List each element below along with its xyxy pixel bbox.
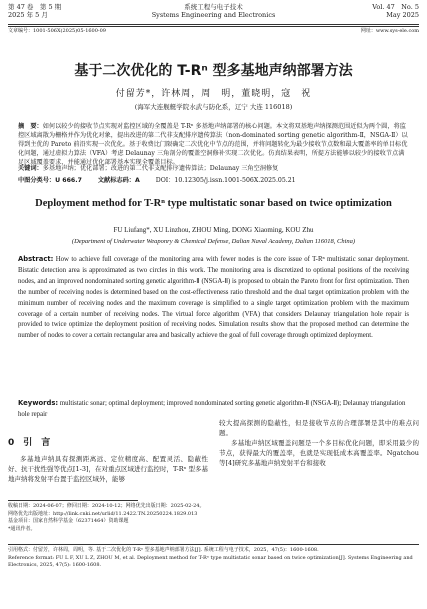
running-header (8, 3, 419, 25)
header-rule (8, 24, 419, 25)
authors-english: FU Liufang*, XU Linzhou, ZHOU Ming, DONG Xiaoming, KOU Zhu (113, 226, 314, 234)
intro-paragraph-2: 多基地声纳区域覆盖问题是一个多目标优化问题，即采用最少的节点，获得最大的覆盖率，也就是实现低成本高覆盖率。Ngatchou 等[4]研究多基地声纳发射平台和接收 (219, 439, 419, 467)
journal-name-cn: 系统工程与电子技术 (184, 3, 243, 11)
footnote-dates: 收稿日期：2024-06-07；修回日期：2024-10-12；网络优先出版日期：2025-02-24。 (8, 503, 205, 509)
title-english: Deployment method for T-Rⁿ type multistatic sonar based on twice optimization (35, 198, 392, 209)
header-volume-en: Vol. 47 No. 5 (372, 3, 419, 11)
footnotes (8, 503, 419, 533)
keywords-chinese (18, 164, 409, 173)
abstract-text-cn: 如何以较少的接收节点实现对监控区域的全覆盖是 T-Rⁿ 多基地声纳部署的核心问题。本文将双基地声纳探测范围近似为两个圆，将监控区域离散为栅格并作为优化对象，提出改进的第二代非支配排序遗传算法（non-dominated sorting genetic algorithm-Ⅱ，NSGA-Ⅱ）以得到主优的 Pareto 前沿实现一次优化。基于收费比门限确定二次优化中节点的范围，并将问题转化为最少接收节点数和最大覆盖率的单目标优化问题，通过虚拟力算法（VFA）考虑 Delaunay 三角剖分的覆盖空洞修补实现二次优化。仿真结果表明，所提方法能够以较少的接收节点满足区域覆盖要求，并能通过优化部署基本实现全覆盖目标。 (18, 123, 408, 166)
abstract-chinese (18, 122, 409, 167)
abstract-text-en: How to achieve full coverage of the monitoring area with fewer nodes is the core issue of T-Rⁿ multistatic sonar deployment. Bistatic detection area is approximated as two circles in this work. The monitoring area is discretized to optional positions of the receiving nodes, and an improved nondominated sorting genetic algorithm-Ⅱ (NSGA-Ⅱ) is proposed to obtain the Pareto front for first optimization. Then the number of receiving nodes is determined based on the cost-effectiveness ratio threshold and the dual target optimization problem with the minimum number of receiving nodes and the maximum coverage is simplified to a single target optimization problem with the maximum coverage of a certain number of receiving nodes. The virtual force algorithm (VFA) that considers Delaunay triangulation hole repair is provided to twice optimize the deployment position of receiving nodes. Simulation results show that the proposed method can determine the number of nodes to cover a certain rectangular area and basically achieve the goal of full coverage through optimized deployment. (18, 256, 409, 340)
journal-url: 网址：www.sys-ele.com (360, 28, 419, 34)
article-number: 文章编号：1001-506X(2025)05-1600-09 (8, 28, 106, 34)
intro-paragraph-1: 多基地声纳具有探测距离远、定位精度高、配置灵活、隐蔽性好、抗干扰性强等优点[1-3]，在对重点区域进行监控时，T-Rⁿ 型多基地声纳将发射平台置于监控区域外，能够 (8, 455, 209, 483)
intro-right-column (219, 418, 419, 468)
doi[interactable]: DOI：10.12305/j.issn.1001-506X.2025.05.21 (155, 177, 296, 184)
authors-chinese: 付留芳*，许林周，周 明，董晓明，寇 祝 (115, 89, 312, 99)
abstract-english (18, 254, 409, 342)
intro-left-column (8, 438, 208, 484)
citation-english: Reference format: FU L F, XU L Z, ZHOU M, et al. Deployment method for T-Rⁿ type multistatic sonar based on twice optimization[J]. Systems Engineering and Electronics, 2025, 47(5): 1600-1608. (8, 554, 413, 568)
header-volume: 第 47 卷 第 5 期 (8, 3, 62, 11)
article-meta (8, 27, 419, 34)
footnote-rule (8, 500, 138, 501)
classification-line (18, 175, 409, 184)
keywords-text-cn: 多基地声纳；优化部署；改进的第二代非支配排序遗传算法；Delaunay 三角空洞修复 (42, 165, 279, 172)
affiliation-chinese: (海军大连舰艇学院水武与防化系，辽宁 大连 116018) (134, 103, 293, 111)
footnote-fund: 基金项目：国家自然科学基金（62371464）资助课题 (8, 518, 129, 524)
citation-block (8, 547, 419, 570)
abstract-label-en: Abstract: (18, 255, 54, 263)
abstract-label-cn: 摘 要： (18, 123, 43, 130)
clc-number: 中图分类号：U 666.7 (18, 177, 82, 184)
keywords-label-en: Keywords: (18, 399, 59, 407)
citation-chinese: 引用格式：付留芳，许林周，周明，等. 基于二次优化的 T-Rⁿ 型多基地声纳部署方法[J]. 系统工程与电子技术，2025，47(5)：1600-1608. (8, 547, 319, 553)
header-date-en: May 2025 (386, 11, 419, 19)
keywords-text-en: multistatic sonar; optimal deployment; improved nondominated sorting genetic algorithm-Ⅱ (NSGA-Ⅱ); Delaunay triangulation hole repair (18, 400, 406, 418)
affiliation-english: (Department of Underwater Weaponry & Chemical Defense, Dalian Naval Academy, Dalian 116018, China) (71, 238, 356, 245)
journal-name-en: Systems Engineering and Electronics (151, 11, 276, 19)
footnote-corresponding: *通讯作者。 (8, 525, 36, 532)
intro-paragraph-1-cont: 较大提高探测的隐蔽性，但是接收节点的合理部署是其中的难点问题。 (219, 419, 419, 437)
doc-code: 文献标志码：A (97, 177, 140, 184)
keywords-label-cn: 关键词： (18, 165, 43, 172)
footnote-online[interactable]: 网络优先出版地址：http://link.cnki.net/urlid/11.2422.TN.20250224.1829.013 (8, 510, 198, 517)
title-chinese: 基于二次优化的 T-Rⁿ 型多基地声纳部署方法 (74, 63, 353, 79)
section-heading-intro: 0 引 言 (8, 438, 51, 448)
header-date: 2025 年 5 月 (8, 11, 48, 19)
header-right (372, 3, 419, 19)
citation-rule (8, 544, 419, 545)
header-center (8, 3, 419, 19)
